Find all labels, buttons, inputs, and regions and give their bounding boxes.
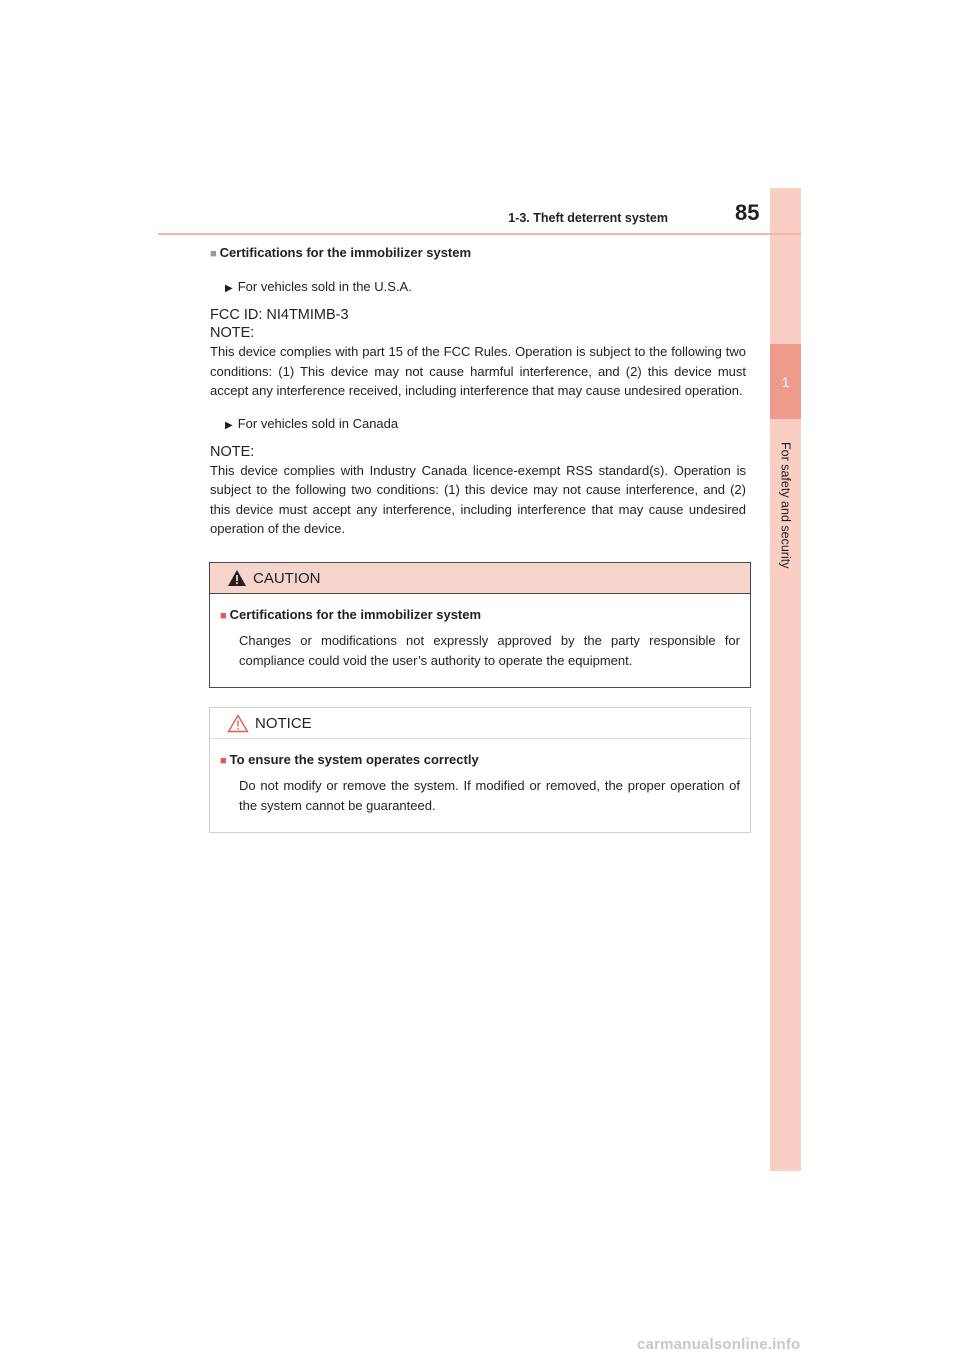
notice-box [209,707,751,833]
canada-note-text: This device complies with Industry Canada licence-exempt RSS standard(s). Operation is subject to the following two conditions: (1) this device may not cause interference, and (2) this device must accept any interference, including interference that may cause undesired operation of the device. [210,462,746,536]
arrow-right-icon: ▶ [225,283,233,294]
notice-title: NOTICE [255,714,312,732]
caution-box [209,562,751,688]
caution-title: CAUTION [253,569,321,587]
notice-heading: ■ To ensure the system operates correctly [220,752,479,767]
usa-subheading: ▶ For vehicles sold in the U.S.A. [225,279,412,294]
warning-icon [227,569,247,587]
caution-heading: ■ Certifications for the immobilizer system [220,607,482,622]
notice-text: Do not modify or remove the system. If modified or removed, the proper operation of the system cannot be guaranteed. [239,778,740,813]
canada-subheading: ▶ For vehicles sold in Canada [225,415,399,431]
section-title: 1-3. Theft deterrent system [508,211,668,225]
square-bullet-icon: ■ [220,755,227,767]
fcc-id: FCC ID: NI4TMIMB-3 [210,307,349,323]
usa-note-text: This device complies with part 15 of the FCC Rules. Operation is subject to the following two conditions: (1) This device may not cause harmful interference, and (2) this device must accept any interference received, including interference that may cause undesired operation. [210,344,746,398]
chapter-label: For safety and security [778,441,793,569]
main-content [210,243,746,539]
watermark: carmanualsonline.info [637,1336,801,1353]
notice-header [210,708,750,739]
chapter-number: 1 [770,344,801,419]
square-bullet-icon: ■ [210,248,217,260]
arrow-right-icon: ▶ [225,419,233,431]
header-rule [158,233,801,235]
caution-text: Changes or modifications not expressly approved by the party responsible for compliance could void the user’s authority to operate the equipment. [239,633,740,668]
square-bullet-icon: ■ [220,610,227,622]
caution-header [210,563,750,594]
usa-note-label: NOTE: [210,325,255,341]
warning-outline-icon [227,714,249,733]
page-number: 85 [735,200,760,225]
section-heading: ■ Certifications for the immobilizer system [210,245,472,260]
canada-note-label: NOTE: [210,443,255,460]
side-tab [770,188,801,1171]
